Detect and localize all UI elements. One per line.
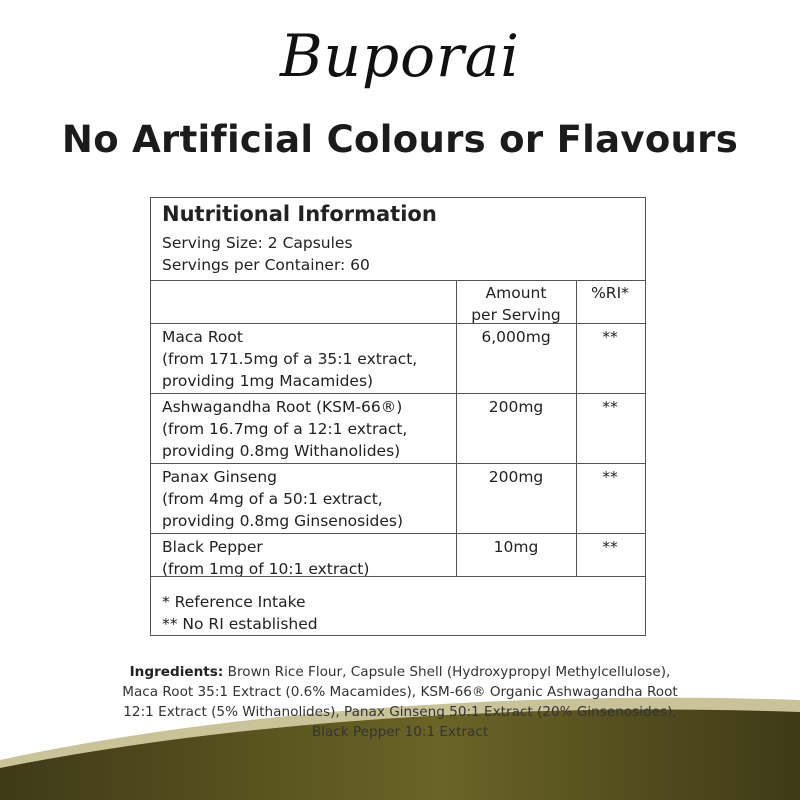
brand-logo: Buporai [280,22,520,90]
amount-value: 6,000mg [481,328,551,346]
ingredients-line: Black Pepper 10:1 Extract [311,724,489,740]
ri-value: ** [602,328,618,346]
amount-header: Amount per Serving [471,284,561,324]
row-divider [151,533,645,534]
row-divider [151,393,645,394]
row-divider [151,576,645,577]
ri-header: %RI* [591,284,629,302]
nutrition-title: Nutritional Information [162,202,437,226]
amount-value: 200mg [488,468,544,486]
ingredients-text [60,662,740,742]
nutrition-header [151,198,645,281]
ingredients-line: Maca Root 35:1 Extract (0.6% Macamides), KSM-66® Organic Ashwagandha Root [122,684,678,700]
ri-value: ** [602,538,618,556]
amount-value: 10mg [493,538,539,556]
ri-value: ** [602,398,618,416]
table-row-ingredient: Panax Ginseng (from 4mg of a 50:1 extract, providing 0.8mg Ginsenosides) [162,468,404,530]
row-divider [151,323,645,324]
ingredients-line: 12:1 Extract (5% Withanolides), Panax Ginseng 50:1 Extract (20% Ginsenosides), [123,704,677,720]
servings-per-container: Servings per Container: 60 [162,256,370,274]
footnotes: * Reference Intake ** No RI established [162,593,318,633]
ingredients-line: Brown Rice Flour, Capsule Shell (Hydroxypropyl Methylcellulose), [227,664,671,680]
row-divider [151,463,645,464]
nutrition-panel [150,197,646,636]
amount-value: 200mg [488,398,544,416]
column-divider [576,280,577,576]
table-row-ingredient: Maca Root (from 171.5mg of a 35:1 extract, providing 1mg Macamides) [162,328,418,390]
table-row-ingredient: Ashwagandha Root (KSM-66®) (from 16.7mg of a 12:1 extract, providing 0.8mg Withanolides) [162,398,408,460]
ingredients-label: Ingredients: [129,664,224,680]
table-row-ingredient: Black Pepper (from 1mg of 10:1 extract) [162,538,370,578]
ri-value: ** [602,468,618,486]
serving-size: Serving Size: 2 Capsules [162,234,353,252]
page-headline: No Artificial Colours or Flavours [61,118,739,161]
